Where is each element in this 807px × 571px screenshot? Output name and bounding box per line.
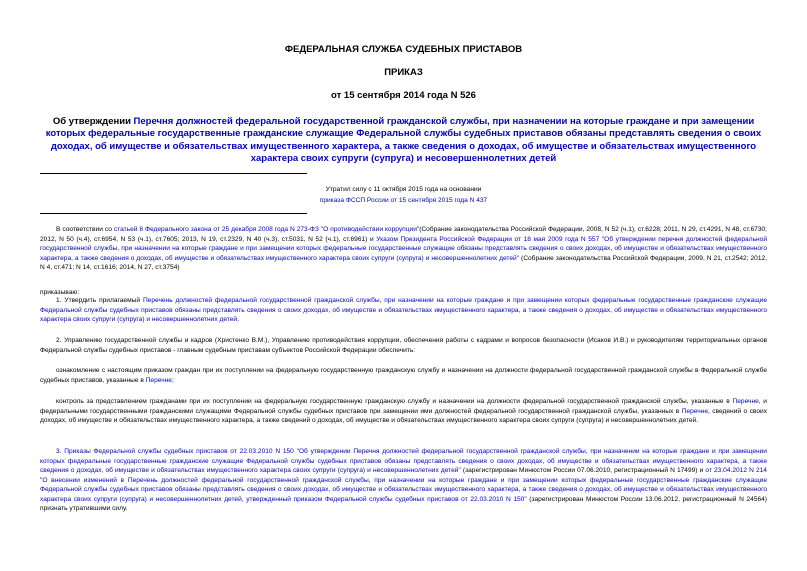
clause-1-paragraph — [40, 296, 767, 325]
divider-top — [40, 173, 307, 174]
clause-2-item-2 — [40, 397, 767, 426]
clause-3-text-2: (зарегистрирован Минюстом России 13.06.2012, регистрационный N 24564) признать утратившими силу. — [40, 495, 767, 512]
clause-2-item-1 — [40, 366, 767, 385]
preamble-paragraph — [40, 225, 767, 273]
decree-557-link[interactable]: Указом Президента Российской Федерации от 18 мая 2009 года N 557 "Об утверждении перечня должностей федеральной государственной службы, при назначении на которые граждане и при замещении которых федеральные государственные служащие обязаны представлять сведения о своих доходах, об имуществе и обязательствах имущественного характера, а также сведения о доходах, об имуществе и обязательствах имущественного характера своих супруги (супруга) и несовершеннолетних детей" — [40, 235, 767, 262]
clause-3-text-1: (зарегистрирован Минюстом России 07.06.2010, регистрационный N 17499) и — [460, 467, 706, 474]
order-150-link[interactable]: 3. Приказы Федеральной службы судебных приставов от 22.03.2010 N 150 "Об утверждении Перечня должностей федеральной государственной гражданской службы, при назначении на которые граждане и при замещении которых федеральные государственные гражданские служащие Федеральной службы судебных приставов обязаны представлять сведения о своих доходах, об имуществе и обязательствах имущественного характера, а также сведения о доходах, об имуществе и обязательствах имущественного характера своих супруги (супруга) и несовершеннолетних детей" — [40, 448, 767, 474]
document-date-number: от 15 сентября 2014 года N 526 — [331, 90, 476, 101]
clause-2-item-2-text-1: контроль за представлением гражданами при их поступлении на федеральную государственную гражданскую службу и назначении на должности федеральной государственной гражданской службы, указанные в — [56, 398, 733, 405]
document-title — [40, 116, 767, 165]
clause-3-paragraph — [40, 447, 767, 514]
document-type-heading: ПРИКАЗ — [384, 67, 423, 78]
clause-2-paragraph: 2. Управлению государственной службы и кадров (Христенко В.М.), Управлению противодействия коррупции, обеспечения работы с кадрами и вопросов безопасности (Исаков И.В.) и руководителям территориальных органов Федеральной службы судебных приставов - главным судебным приставам субъектов Российской Федерации обеспечить: — [40, 337, 767, 354]
clause-2-item-1-text-1: ознакомление с настоящим приказом граждан при их поступлении на федеральную государственную гражданскую службу и назначении на должности федеральной государственной гражданской службы в Федеральной службе судебных приставов, указанные в — [40, 367, 767, 384]
list-link[interactable]: Перечне — [681, 407, 708, 415]
lost-force-order-link[interactable]: приказа ФССП России от 15 сентября 2015 года N 437 — [319, 196, 488, 204]
clause-2-item-2-text-2: , и федеральными государственными гражданскими служащими Федеральной службы судебных приставов при замещении ими должностей федеральной государственной гражданской службы, указанных в — [40, 398, 767, 415]
lost-force-note — [0, 185, 807, 206]
clause-2-item-2-text-3: , сведений о своих доходах, об имуществе и обязательствах имущественного характера, а также сведений о доходах, об имуществе и обязательствах имущественного характера своих супруги (супруга) и несовершеннолетних детей. — [40, 407, 768, 424]
clause-1-list-link[interactable]: Перечень должностей федеральной государственной гражданской службы, при назначении на которые граждане и при замещении которых федеральные государственные гражданские служащие Федеральной службы судебных приставов обязаны представлять сведения о своих доходах, об имуществе и обязательствах имущественного характера, а также сведения о доходах, об имуществе и обязательствах имущественного характера своих супруги (супруга) и несовершеннолетних детей — [40, 297, 767, 323]
divider-bottom — [40, 213, 307, 214]
lost-force-text: Утратил силу с 11 октября 2015 года на основании — [325, 186, 482, 193]
order-214-link[interactable]: от 23.04.2012 N 214 "О внесении изменений в Перечень должностей федеральной государственной гражданской службы, при назначении на которые граждане и при замещении которых федеральные государственные гражданские служащие Федеральной службы судебных приставов обязаны представлять сведения о своих доходах, об имуществе и обязательствах имущественного характера, а также сведения о доходах, об имуществе и обязательствах имущественного характера своих супруги (супруга) и несовершеннолетних детей, утвержденный приказом Федеральной службы судебных приставов от 22.03.2010 N 150" — [40, 467, 767, 503]
preamble-text-1: В соответствии со — [56, 226, 114, 233]
agency-heading: ФЕДЕРАЛЬНАЯ СЛУЖБА СУДЕБНЫХ ПРИСТАВОВ — [284, 44, 523, 55]
list-link[interactable]: Перечне — [732, 398, 759, 405]
order-word: приказываю: — [40, 289, 80, 296]
title-list-link[interactable]: Перечня должностей федеральной государственной гражданской службы, при назначении на которые граждане и при замещении которых федеральные государственные гражданские служащие Федеральной службы судебных приставов обязаны представлять сведения о своих доходах, об имуществе и обязательствах имущественного характера, а также сведения о доходах, об имуществе и обязательствах имущественного характера своих супруги (супруга) и несовершеннолетних детей — [45, 116, 762, 164]
preamble-text-3: (Собрание законодательства Российской Федерации, 2009, N 21, ст.2542; 2012, N 4, ст.471; N 14, ст.1616; 2014, N 27, ст.3754) — [40, 254, 767, 271]
clause-1-text-1: 1. Утвердить прилагаемый — [56, 297, 143, 304]
clause-1-text-2: . — [237, 316, 239, 323]
title-prefix: Об утверждении — [52, 116, 134, 127]
law-273-link[interactable]: статьей 8 Федерального закона от 25 декабря 2008 года N 273-ФЗ "О противодействии коррупции" — [113, 226, 420, 233]
clause-2-item-1-text-2: ; — [171, 376, 174, 384]
preamble-text-2: (Собрание законодательства Российской Федерации, 2008, N 52 (ч.1), ст.6228; 2011, N 29, ст.4291, N 48, ст.6730; 2012, N 50 (ч.4), ст.6954, N 53 (ч.1), ст.7605; 2013, N 19, ст.2329, N 40 (ч.3), ст.5031, N 52 (ч.1), ст.6961) и — [40, 226, 767, 243]
list-link[interactable]: Перечне — [145, 376, 172, 384]
